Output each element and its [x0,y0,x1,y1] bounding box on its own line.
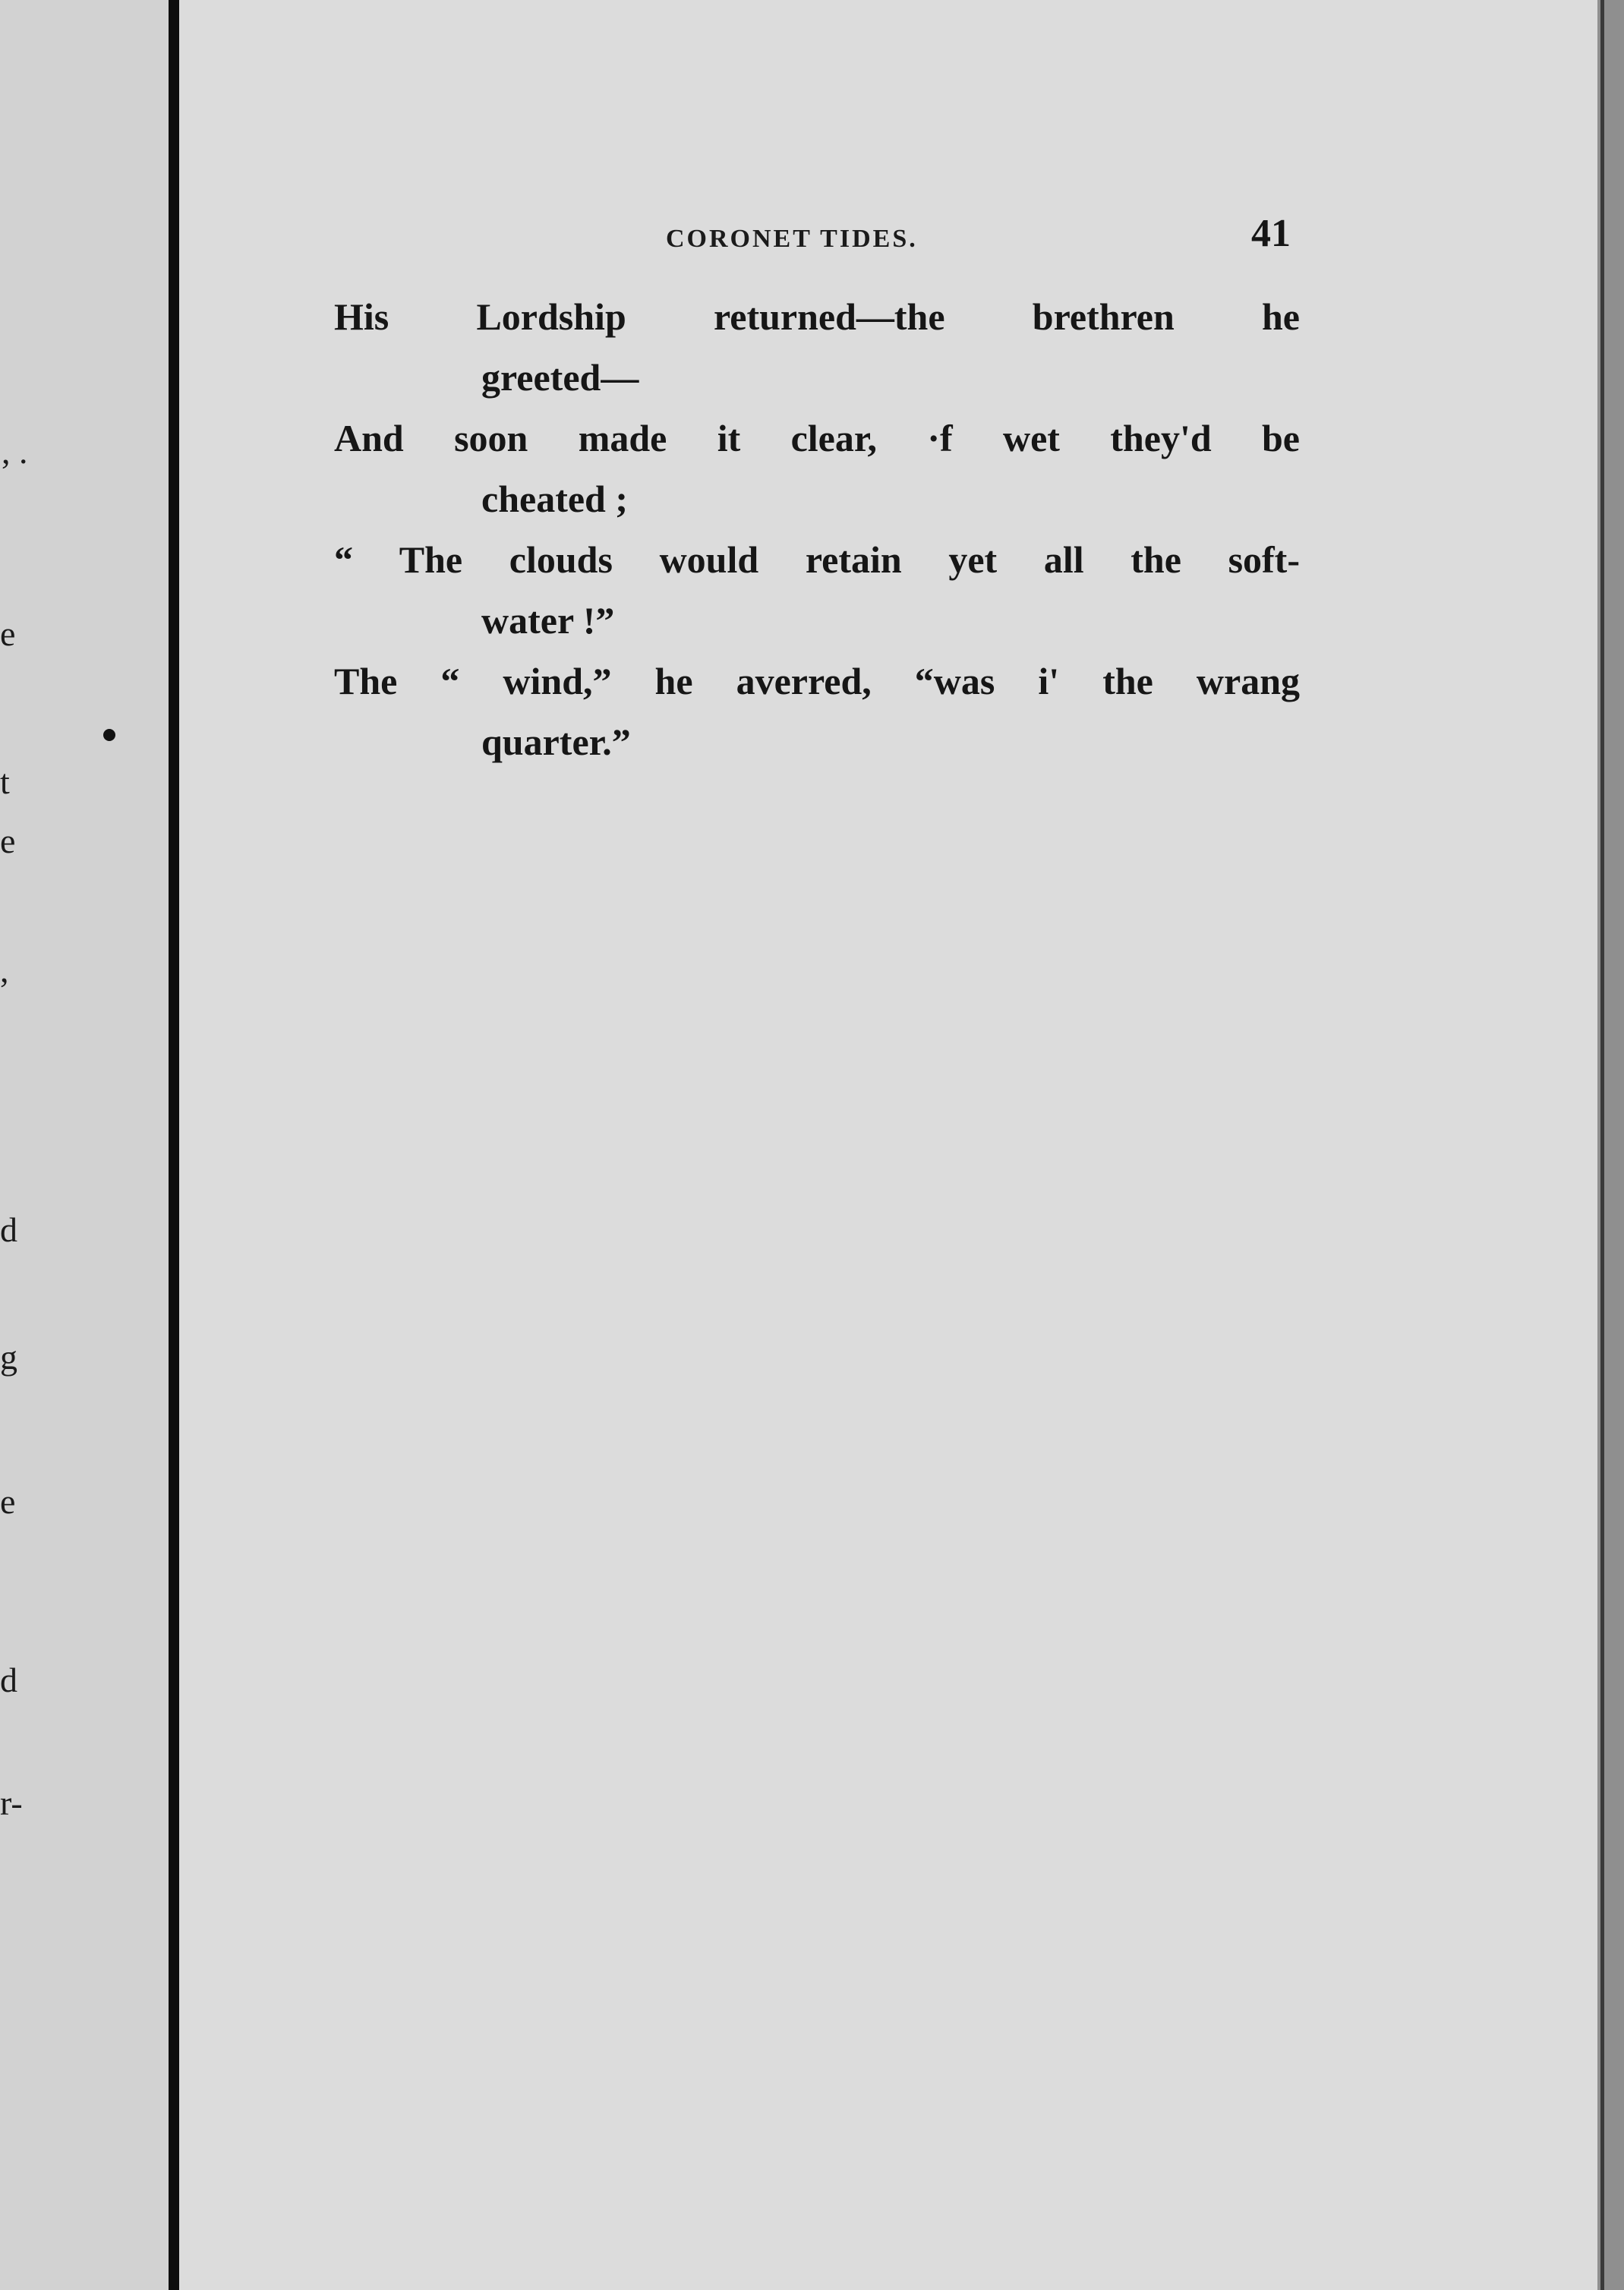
facing-page-fragment: d [0,1210,17,1249]
verse-line-continuation: greeted— [481,356,639,399]
running-head: CORONET TIDES. [666,225,918,253]
verse-line: The “ wind,” he averred, “was i' the wrang [334,660,1300,702]
facing-page-fragment: e [0,822,16,860]
verse-line: His Lordship returned—the brethren he [334,295,1300,338]
facing-page-fragment: e [0,614,16,653]
facing-page-fragment: t [0,762,10,801]
facing-page-fragment: r- [0,1784,23,1822]
page-number: 41 [1251,212,1291,255]
book-page [179,0,1597,2290]
facing-page-fragment: e [0,1482,16,1521]
facing-page-margin [0,0,169,2290]
page-edge-shadow [1597,0,1624,2290]
facing-page-fragment: g [0,1338,17,1377]
verse-line-continuation: cheated ; [481,478,628,520]
verse-line-continuation: water !” [481,599,615,642]
verse-line-continuation: quarter.” [481,721,631,763]
verse-line: And soon made it clear, ·f wet they'd be [334,417,1300,459]
facing-page-fragment: , . [2,432,28,471]
verse-line: “ The clouds would retain yet all the soft- [334,538,1300,581]
binding-gutter-line [169,0,179,2290]
ink-dot [103,729,115,741]
facing-page-fragment: , [0,951,9,989]
facing-page-fragment: d [0,1661,17,1699]
